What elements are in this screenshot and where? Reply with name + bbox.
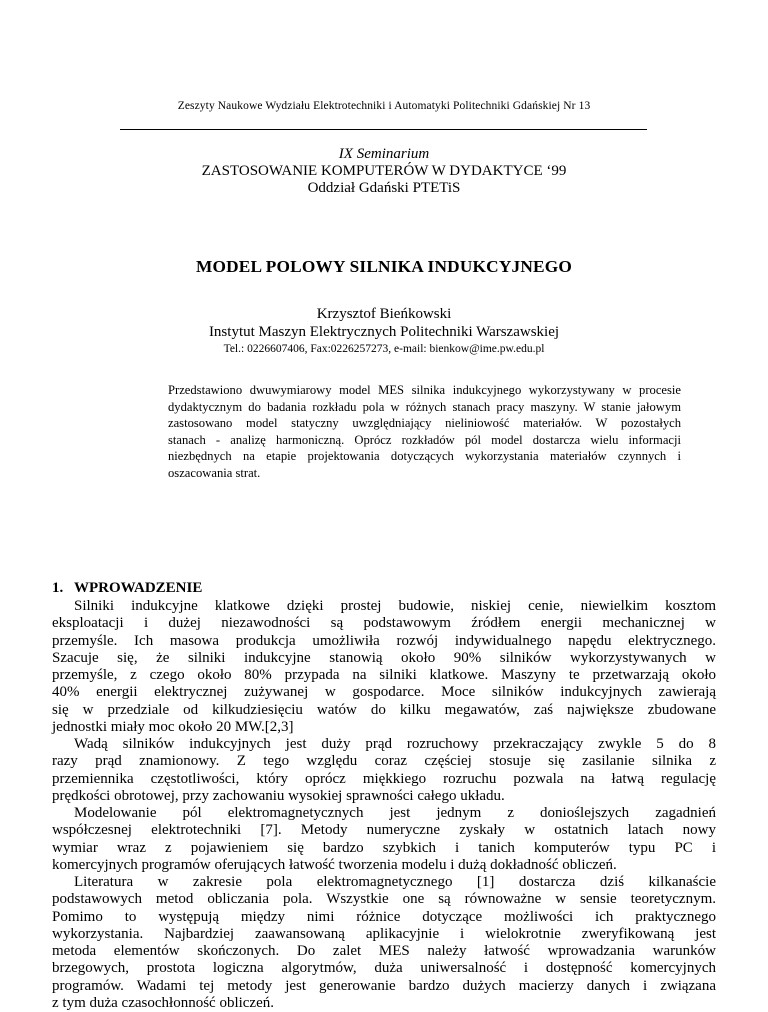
abstract-line: dydaktycznym do badania rozkładu pola w różnych stanach pracy maszyny. W stanie jałowym [168, 399, 681, 414]
seminar-organizer: Oddział Gdański PTETiS [307, 180, 461, 196]
paragraph [52, 805, 716, 874]
abstract-line: oszacowania strat. [168, 465, 261, 480]
header-rule [120, 129, 647, 130]
section-heading [52, 580, 202, 597]
paragraph-line: podstawowych metod obliczania pola. Wszystkie one są równoważne w sensie teoretycznym. [52, 891, 716, 908]
section-title: WPROWADZENIE [74, 580, 203, 596]
abstract-line: zastosowano model statyczny uwzględniający nieliniowość materiałów. W pozostałych [168, 416, 681, 431]
paragraph-line: Pomimo to występują między nimi różnice dotyczące możliwości ich praktycznego [52, 908, 716, 925]
paragraph-line: przemiennika częstotliwości, który oprócz miękkiego rozruchu pozwala na łatwą regulację [52, 770, 716, 787]
paragraph-line: brzegowych, prostota logiczna algorytmów, duża uniwersalność i dostępność komercyjnych [52, 960, 716, 977]
paragraph-line: się w przedziale od kilkudziesięciu watów do kilku megawatów, zaś największe zbudowane [52, 701, 716, 718]
author-name: Krzysztof Bieńkowski [316, 306, 452, 322]
paragraph-line: razy prąd znamionowy. Z tego względu coraz częściej stosuje się zasilanie silnika z [52, 753, 716, 770]
paragraph-line: wymiar wraz z pojawieniem się bardzo szybkich i tanich komputerów typu PC i [52, 839, 716, 856]
paragraph [52, 736, 716, 805]
paragraph-line: wykorzystania. Najbardziej zaawansowaną aplikacyjnie i wielokrotnie zweryfikowaną jest [52, 925, 716, 942]
abstract-line: niezbędnych na etapie projektowania dotyczących wykorzystania materiałów czynnych i [168, 449, 681, 464]
author-block [0, 305, 768, 358]
paragraph-line: prędkości obrotowej, przy zachowaniu wysokiej sprawności całego układu. [52, 787, 505, 804]
paragraph-line: eksploatacji i dużej niezawodności są podstawowym źródłem energii mechanicznej w [52, 615, 716, 632]
paper-title: MODEL POLOWY SILNIKA INDUKCYJNEGO [195, 257, 573, 276]
paragraph-line: metoda elementów skończonych. Do zalet MES należy łatwość wprowadzania warunków [52, 943, 716, 959]
paragraph-line: Wadą silników indukcyjnych jest duży prąd rozruchowy przekraczający zwykle 5 do 8 [74, 736, 716, 752]
paragraph-line: Silniki indukcyjne klatkowe dzięki prostej budowie, niskiej cenie, niewielkim kosztom [74, 598, 716, 614]
paragraph-line: współczesnej elektrotechniki [7]. Metody numeryczne zyskały w ostatnich latach nowy [52, 822, 716, 839]
paragraph-line: Literatura w zakresie pola elektromagnetycznego [1] dostarcza dziś kilkanaście [74, 874, 716, 890]
author-affiliation: Instytut Maszyn Elektrycznych Politechniki Warszawskiej [208, 324, 560, 340]
paragraph-line: Modelowanie pól elektromagnetycznych jest jednym z donioślejszych zagadnień [74, 805, 716, 821]
seminar-name: IX Seminarium [338, 146, 430, 162]
paragraph-line: 40% energii elektrycznej zużywanej w gospodarce. Moce silników indukcyjnych zawierają [52, 684, 716, 701]
paragraph-line: przemyśle. Ich masowa produkcja umożliwiła rozwój indywidualnego napędu elektrycznego. [52, 632, 716, 649]
seminar-block [0, 146, 768, 197]
paragraph [52, 874, 716, 1012]
section-body [52, 598, 716, 1012]
paragraph-line: przemyśle, z czego około 80% przypada na silniki klatkowe. Maszyny te przetwarzają około [52, 667, 716, 683]
seminar-title: ZASTOSOWANIE KOMPUTERÓW W DYDAKTYCE ‘99 [201, 163, 567, 179]
author-contact: Tel.: 0226607406, Fax:0226257273, e-mail: bienkow@ime.pw.edu.pl [223, 343, 545, 355]
paragraph-line: komercyjnych programów oferujących łatwość tworzenia modelu i dużą dokładność obliczeń. [52, 856, 617, 873]
paragraph-line: Szacuje się, że silniki indukcyjne stanowią około 90% silników wykorzystywanych w [52, 649, 716, 666]
paragraph-line: programów. Wadami tej metody jest generowanie bardzo dużych macierzy danych i związana [52, 977, 716, 994]
paragraph [52, 598, 716, 736]
abstract-line: Przedstawiono dwuwymiarowy model MES silnika indukcyjnego wykorzystywany w procesie [168, 383, 681, 397]
journal-header: Zeszyty Naukowe Wydziału Elektrotechniki i Automatyki Politechniki Gdańskiej Nr 13 [177, 100, 591, 112]
paragraph-line: jednostki miały moc około 20 MW.[2,3] [52, 718, 294, 735]
abstract-line: stanach - analizę harmoniczną. Oprócz rozkładów pól model dostarcza wielu informacji [168, 432, 681, 447]
paragraph-line: z tym duża czasochłonność obliczeń. [52, 994, 274, 1011]
abstract [168, 382, 681, 482]
section-number: 1. [52, 580, 64, 596]
